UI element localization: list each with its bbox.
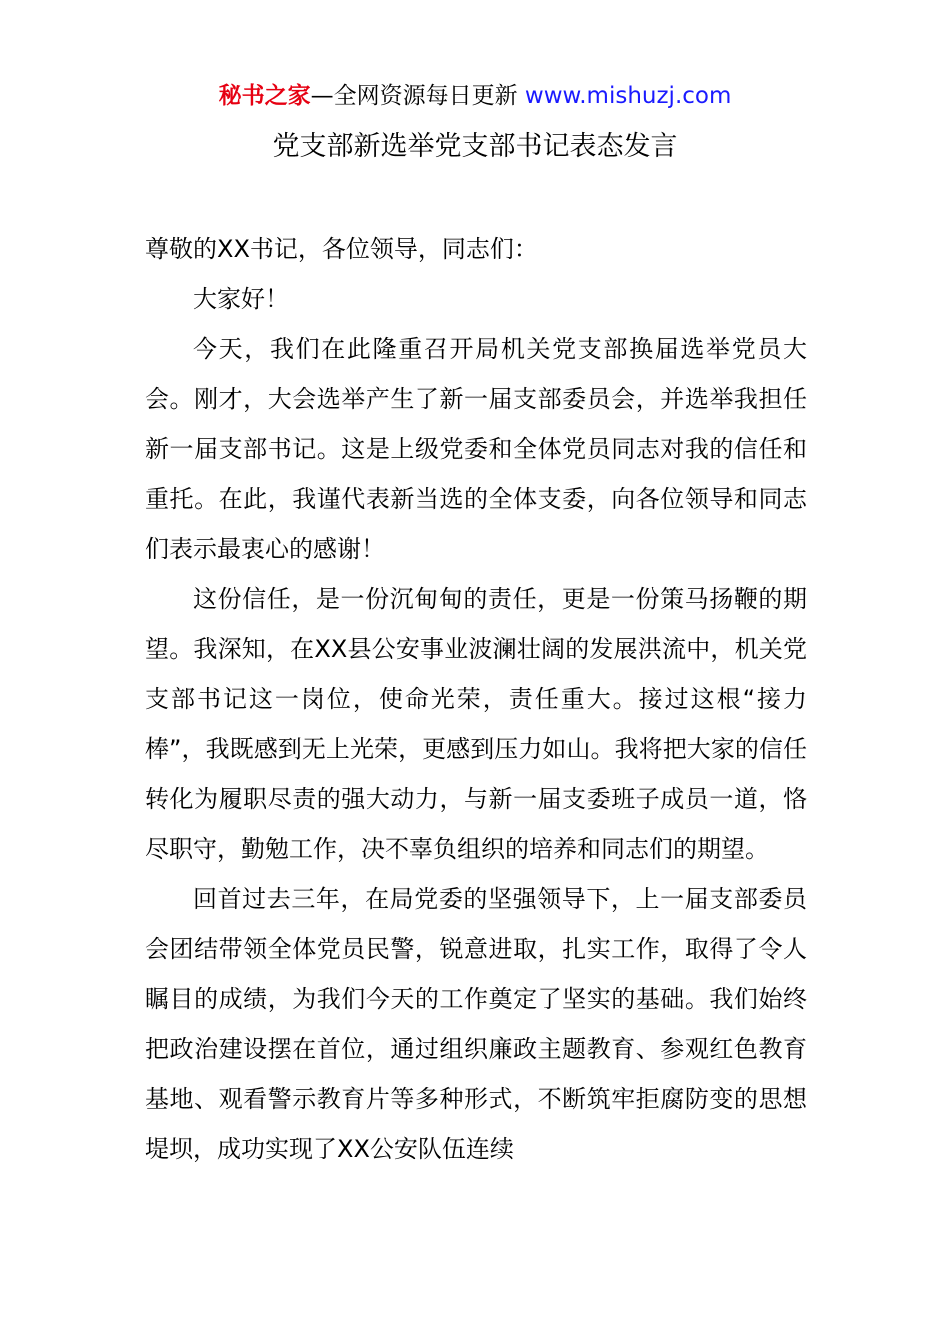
paragraph-3: 回首过去三年，在局党委的坚强领导下，上一届支部委员会团结带领全体党员民警，锐意进取，扎实工作，取得了令人瞩目的成绩，为我们今天的工作奠定了坚实的基础。我们始终把政治建设摆在首位，通过组织廉政主题教育、参观红色教育基地、观看警示教育片等多种形式，不断筑牢拒腐防变的思想堤坝，成功实现了XX公安队伍连续 (145, 885, 807, 1163)
document-body (145, 224, 807, 1174)
document-title: 党支部新选举党支部书记表态发言 (272, 131, 678, 162)
site-header (0, 80, 950, 112)
header-tagline: —全网资源每日更新 (310, 83, 518, 109)
paragraph-greeting: 大家好！ (193, 285, 289, 313)
paragraph-1: 今天，我们在此隆重召开局机关党支部换届选举党员大会。刚才，大会选举产生了新一届支部委员会，并选举我担任新一届支部书记。这是上级党委和全体党员同志对我的信任和重托。在此，我谨代表新当选的全体支委，向各位领导和同志们表示最衷心的感谢！ (145, 335, 807, 563)
brand-name: 秘书之家 (218, 83, 311, 109)
site-url[interactable]: www.mishuzj.com (524, 83, 732, 109)
paragraph-2: 这份信任，是一份沉甸甸的责任，更是一份策马扬鞭的期望。我深知，在XX县公安事业波澜壮阔的发展洪流中，机关党支部书记这一岗位，使命光荣，责任重大。接过这根“接力棒”，我既感到无上光荣，更感到压力如山。我将把大家的信任转化为履职尽责的强大动力，与新一届支委班子成员一道，恪尽职守，勤勉工作，决不辜负组织的培养和同志们的期望。 (145, 585, 807, 863)
salutation: 尊敬的XX书记，各位领导，同志们： (145, 235, 538, 263)
